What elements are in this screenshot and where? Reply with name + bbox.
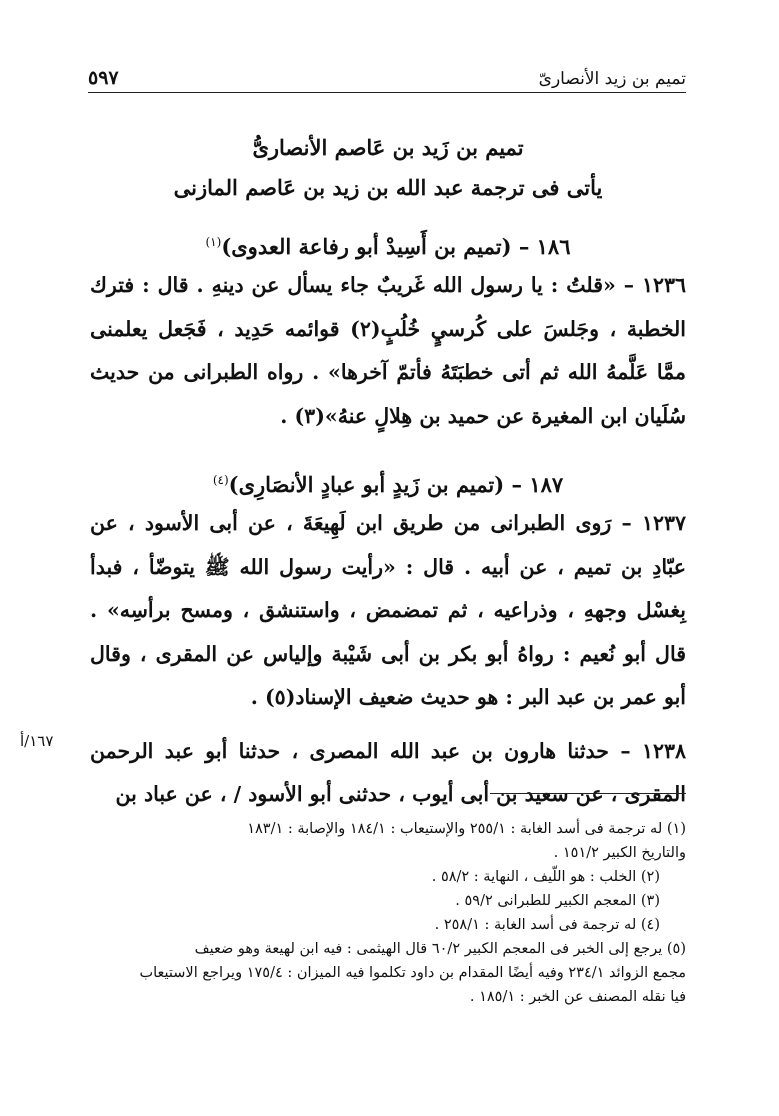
person-note: يأتى فى ترجمة عبد الله بن زيد بن عَاصم المازنى [173,175,603,200]
footnote-3: (٣) المعجم الكبير للطبرانى ٥٩/٢ . [455,893,660,909]
entry-name: (تميم بن أَسِيدْ أبو رفاعة العدوى) [221,234,512,259]
running-header [88,62,686,93]
main-text [90,118,686,817]
footnote-1 [88,817,686,865]
person-title: تميم بن زَيد بن عَاصم الأنصارىُّ [252,135,524,160]
hadith-1236: ١٢٣٦ – «قلتُ : يا رسول الله غَريبٌ جاء يسأل عن دينهِ . قال : فترك الخطبة ، وجَلسَ على كُرسيٍ خُلُبٍ(٢) قوائمه حَدِيد ، فَجَعل يعلمنى ممَّا عَلَّمهُ الله ثم أتى خطبَتَهُ فأتمّ آخرها» . رواه الطبرانى من حديث سُلَيان ابن المغيرة عن حميد بن هِلالٍ عنهُ»(٣) . [90,273,686,428]
footnote-line: فيا نقله المصنف عن الخبر : ١٨٥/١ . [469,989,686,1005]
footnote-line: مجمع الزوائد ٢٣٤/١ وفيه أيضًا المقدام بن داود تكلموا فيه الميزان : ١٧٥/٤ ويراجع الاستيعاب [139,965,686,981]
footnote-line: (١) له ترجمة فى أسد الغابة : ٢٥٥/١ والإستيعاب : ١٨٤/١ والإصابة : ١٨٣/١ [247,821,686,837]
footnote-4: (٤) له ترجمة فى أسد الغابة : ٢٥٨/١ . [434,917,660,933]
entry-heading-186 [90,220,686,264]
page-number: ٥٩٧ [88,67,119,89]
footnote-ref: (١) [205,235,222,249]
footnotes [88,817,686,1009]
footnote-2: (٢) الخلب : هو اللّيف ، النهاية : ٥٨/٢ . [431,869,660,885]
hadith-1238: ١٢٣٨ – حدثنا هارون بن عبد الله المصرى ، حدثنا أبو عبد الرحمن المقرى ، عن سعيد بن أبى أيوب ، حدثنى أبو الأسود / ، عن عباد بن [90,738,686,806]
entry-number: ١٨٧ – [511,472,564,497]
entry-heading-187 [90,458,686,502]
running-title: تميم بن زيد الأنصارىّ [538,69,686,89]
entry-number: ١٨٦ – [518,234,571,259]
entry-name: (تميم بن زَيدٍ أبو عبادٍ الأنصَارِى) [228,472,505,497]
manuscript-folio-marker: ١٦٧/أ [20,732,54,750]
footnote-ref: (٤) [212,473,229,487]
footnote-divider [490,793,686,794]
footnote-line: (٥) يرجع إلى الخبر فى المعجم الكبير ٦٠/٢ قال الهيثمى : فيه ابن لهيعة وهو ضعيف [194,941,686,957]
footnote-line: والتاريخ الكبير ١٥١/٢ . [553,845,686,861]
footnote-5 [88,937,686,1009]
hadith-1237: ١٢٣٧ – رَوى الطبرانى من طريق ابن لَهِيعَةَ ، عن أبى الأسود ، عن عبّادِ بن تميم ، عن أبيه . قال : «رأيت رسول الله ﷺ يتوضّأ ، فبدأ بِغسْل وجههِ ، وذراعيه ، ثم تمضمض ، واستنشق ، ومسح برأسِه» . قال أبو نُعيم : رواهُ أبو بكر بن أبى شَيْبة وإلياس عن المقرى ، وقال أبو عمر بن عبد البر : هو حديث ضعيف الإسناد(٥) . [90,511,686,709]
